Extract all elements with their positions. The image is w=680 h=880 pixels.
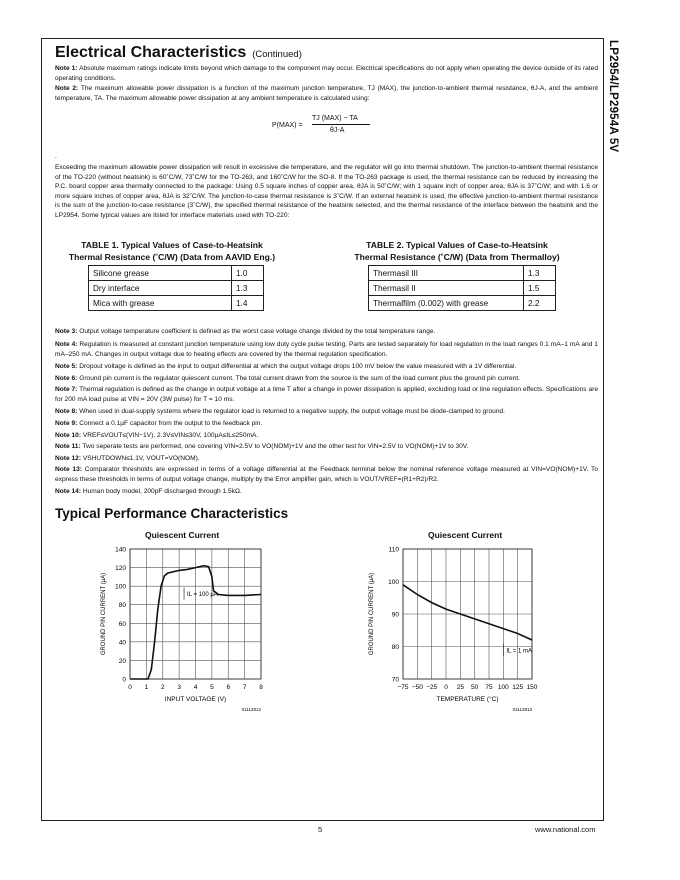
note-13: Note 13: Comparator thresholds are expressed in terms of a voltage differential at the Feedback terminal below the nominal reference voltage measured at VIN=VO(NOM)+1V. To express these thresholds in terms of output voltage change, multiply by the Error amplifier gain, which is VOUT/VREF=(R1+R2)/R2. [55,466,598,483]
y-tick-label: 40 [118,639,126,647]
note-1: Note 1: Absolute maximum ratings indicate limits beyond which damage to the component may occur. Electrical specifications do not apply when operating the device outside of its rated operating conditions. [55,65,599,82]
x-tick-label: 7 [242,684,247,691]
note-4: Note 4: Regulation is measured at constant junction temperature using low duty cycle pulse testing. Parts are tested separately for load regulation in the load ranges 0.1 mA–1 mA and 1 mA–250 mA. Changes in output voltage due to heating effects are covered by the thermal regulation specification. [55,341,598,358]
note-7: Note 7: Thermal regulation is defined as the change in output voltage at a time T after a change in power dissipation is applied, excluding load or line regulation effects. Specifications are for 200 mA load pulse at VIN = 20V (3W pulse) for T = 10 ms. [55,386,598,403]
table2 [368,265,556,311]
y-axis-label: GROUND PIN CURRENT (µA) [101,572,107,656]
chart-quiescent-vs-temperature [363,540,553,720]
x-tick-label: −50 [411,684,423,691]
x-tick-label: 2 [160,684,165,691]
table-row: Silicone grease 1.0 [89,266,264,281]
table-row: Thermalfilm (0.002) with grease 2.2 [369,296,556,311]
side-title: LP2954/LP2954A 5V [607,40,619,153]
note-12: Note 12: VSHUTDOWN≤1.1V, VOUT=VO(NOM). [55,455,200,462]
section-title: Typical Performance Characteristics [55,506,289,521]
note-5: Note 5: Dropout voltage is defined as the input to output differential at which the output voltage drops 100 mV below the value measured with a 1V differential. [55,363,517,370]
x-tick-label: 100 [497,684,509,691]
x-tick-label: 25 [456,684,464,691]
table2-caption: TABLE 2. Typical Values of Case-to-Heatsink Thermal Resistance (˚C/W) (Data from Thermalloy) [354,240,560,262]
page-title: Electrical Characteristics (Continued) [55,44,302,61]
note-3: Note 3: Output voltage temperature coefficient is defined as the worst case voltage change divided by the total temperature range. [55,328,436,335]
y-tick-label: 120 [115,565,126,573]
page-number: 5 [318,825,323,834]
note-2: Note 2: The maximum allowable power dissipation is a function of the maximum junction temperature, TJ (MAX), the junction-to-ambient thermal resistance, θJ-A, and the ambient temperature, TA. The maximum allowable power dissipation at any ambient temperature is calculated using: [55,85,598,102]
table-row: Thermasil III 1.3 [369,266,556,281]
y-tick-label: 80 [391,644,399,651]
table-row: Thermasil II 1.5 [369,281,556,296]
x-tick-label: 8 [259,684,263,691]
note-10: Note 10: VREF≤VOUT≤(VIN−1V), 2.3V≤VIN≤30V, 100µA≤IL≤250mA. [55,432,259,439]
table1 [88,265,264,311]
thermal-paragraph: Exceeding the maximum allowable power dissipation will result in excessive die temperature, and the regulator will go into thermal shutdown. The junction-to-ambient thermal resistance of the TO-220 (without heatsink) is 60˚C/W, 73˚C/W for the TO-263, and 160˚C/W for the SO-8. If the TO-263 package is used, the thermal resistance can be reduced by increasing the P.C. board copper area thermally connected to the package: Using 0.5 square inches of copper area, θJA is 50˚C/W; with 1 square inch of copper area, θJA is 37˚C/W; and with 1.6 or more square inches of copper area, θJA is 32˚C/W. The junction-to-case thermal resistance is 3˚C/W. If an external heatsink is used, the effective junction-to-ambient thermal resistance is the sum of the junction-to-case resistance (3˚C/W), the specified thermal resistance of the heatsink selected, and the thermal resistance of the interface between the heatsink and the LP2954. Some typical values are listed for interface materials used with TO-220: [55,164,598,219]
x-tick-label: 5 [210,684,214,691]
x-tick-label: 0 [444,684,448,691]
x-tick-label: 50 [471,684,479,691]
y-tick-label: 90 [391,611,399,619]
x-tick-label: 125 [512,684,524,691]
y-tick-label: 60 [118,620,126,628]
table1-caption: TABLE 1. Typical Values of Case-to-Heatsink Thermal Resistance (˚C/W) (Data from AAVID Eng.) [68,240,276,262]
data-series-line [403,585,532,640]
x-tick-label: 6 [226,684,231,691]
x-tick-label: 3 [177,684,181,691]
dot: . [55,153,57,160]
x-tick-label: 75 [485,684,493,691]
table-row: Mica with grease 1.4 [89,296,264,311]
note-14: Note 14: Human body model, 200pF discharged through 1.5kΩ. [55,488,242,495]
note-6: Note 6: Ground pin current is the regulator quiescent current. The total current drawn from the source is the sum of the load current plus the ground pin current. [55,375,520,382]
y-tick-label: 110 [388,546,399,554]
x-tick-label: 4 [193,684,198,691]
y-tick-label: 0 [122,676,126,684]
x-tick-label: 0 [128,684,132,691]
continued-label: (Continued) [252,49,302,60]
y-tick-label: 100 [115,583,126,591]
x-tick-label: −75 [397,684,409,691]
annotation-label: IL = 100 µA [187,592,218,599]
y-tick-label: 80 [118,602,126,610]
x-axis-label: TEMPERATURE (°C) [436,696,499,703]
x-axis-label: INPUT VOLTAGE (V) [164,696,227,703]
chart2-title: Quiescent Current [428,530,503,540]
note-8: Note 8: When used in dual-supply systems where the regulator load is returned to a negative supply, the output voltage must be diode-clamped to ground. [55,408,505,415]
note-11: Note 11: Two seperate tests are performed, one covering VIN=2.5V to VO(NOM)+1V and the other test for VIN=2.5V to VO(NOM)+1V to 30V. [55,443,469,450]
y-axis-label: GROUND PIN CURRENT (µA) [369,572,375,656]
y-tick-label: 140 [115,546,126,554]
x-tick-label: −25 [426,684,438,691]
x-tick-label: 150 [526,684,538,691]
chart1-title: Quiescent Current [145,530,220,540]
annotation-label: IL = 1 mA [506,648,532,655]
table-row: Dry interface 1.3 [89,281,264,296]
note-9: Note 9: Connect a 0.1µF capacitor from the output to the feedback pin. [55,420,263,427]
chart-quiescent-vs-input-voltage [95,540,280,720]
figure-id: 01112812 [241,707,261,712]
y-tick-label: 100 [388,579,399,586]
y-tick-label: 70 [391,676,399,684]
website-link[interactable]: www.national.com [535,825,596,834]
y-tick-label: 20 [118,657,126,665]
x-tick-label: 1 [144,684,149,691]
figure-id: 01112813 [512,707,532,712]
